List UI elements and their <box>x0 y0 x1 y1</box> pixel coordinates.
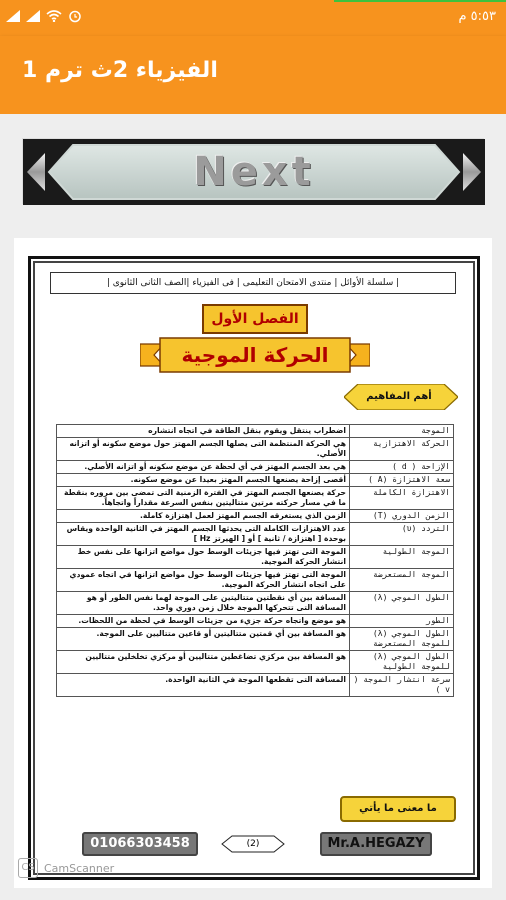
next-banner-button[interactable] <box>22 138 484 204</box>
table-row <box>57 487 454 510</box>
table-row <box>57 461 454 474</box>
chapter-heading: الفصل الأول <box>202 304 308 334</box>
definition-cell: اضطراب ينتقل ويقوم بنقل الطاقة في اتجاه انتشاره <box>57 425 350 438</box>
signal-icon <box>6 10 20 26</box>
table-row <box>57 592 454 615</box>
camscanner-watermark <box>18 858 114 878</box>
table-row <box>57 615 454 628</box>
table-row <box>57 425 454 438</box>
app-bar <box>0 36 506 114</box>
definition-cell: حركة يصنعها الجسم المهتز في الفترة الزمنية التى تمضى بين مروره بنقطة ما في مسار حركته مرتين متتاليتين بنفس السرعة مقداراً واتجاهاً. <box>57 487 350 510</box>
status-icons <box>6 9 82 27</box>
term-cell: سعة الاهتزازة (A ) <box>350 474 454 487</box>
clock-time: ٥:٥٣ م <box>458 9 496 24</box>
app-title: الفيزياء 2ث ترم 1 <box>22 58 218 83</box>
term-cell: الموجة <box>350 425 454 438</box>
table-row <box>57 628 454 651</box>
term-cell: الموجة الطولية <box>350 546 454 569</box>
lesson-title: الحركة الموجية <box>181 343 329 367</box>
term-cell: الحركة الاهتزازية <box>350 438 454 461</box>
definition-cell: الموجة التى تهتز فيها جزيئات الوسط حول مواضع اتزانها على نفس خط انتشار الحركة الموجية. <box>57 546 350 569</box>
definition-cell: هو المسافة بين أي قمتين متتاليتين أو قاعين متتاليين على الموجة. <box>57 628 350 651</box>
term-cell: الإزاحة ( d ) <box>350 461 454 474</box>
signal-icon <box>26 10 40 26</box>
term-cell: الزمن الدوري (T) <box>350 510 454 523</box>
term-cell: الطول الموجي (λ) <box>350 592 454 615</box>
what-is-meant-label: ما معنى ما يأتي <box>340 796 456 822</box>
loading-progress-bar <box>334 0 506 2</box>
page-number <box>218 834 288 854</box>
camscanner-text: CamScanner <box>44 861 115 875</box>
table-row <box>57 523 454 546</box>
table-row <box>57 546 454 569</box>
term-cell: الطول الموجي (λ) للموجة الطولية <box>350 651 454 674</box>
definition-cell: هو موضع واتجاه حركة جزيء من جزيئات الوسط في لحظة من اللحظات. <box>57 615 350 628</box>
concepts-label: أهم المفاهيم <box>366 391 432 402</box>
wifi-icon <box>46 10 62 26</box>
definition-cell: أقصى إزاحة يصنعها الجسم المهتز بعيدا عن موضع سكونه. <box>57 474 350 487</box>
definition-cell: هو المسافة بين مركزي تضاغطين متتاليين أو مركزي تخلخلين متتاليين <box>57 651 350 674</box>
author-name-box: Mr.A.HEGAZY <box>320 832 432 856</box>
status-bar <box>0 0 506 36</box>
term-cell: الطول الموجي (λ) للموجة المستعرضة <box>350 628 454 651</box>
camscanner-logo-icon: CS <box>18 858 38 878</box>
table-row <box>57 510 454 523</box>
next-label: Next <box>193 149 315 195</box>
term-cell: سرعة انتشار الموجة ( v ) <box>350 674 454 697</box>
term-cell: الطور <box>350 615 454 628</box>
series-header-strip: | سلسلة الأوائل | منتدى الامتحان التعليمى | فى الفيزياء |الصف الثانى الثانوى | <box>50 272 456 294</box>
definition-cell: عدد الاهتزازات الكاملة التى يحدثها الجسم المهتز في الثانية الواحدة ويقاس بوحدة [ اهتزازة / ثانية ] أو [ الهيرتز Hz ] <box>57 523 350 546</box>
definition-cell: هي الحركة المنتظمة التى يصلها الجسم المهتز حول موضع سكونه أو اتزانه الأصلي. <box>57 438 350 461</box>
term-cell: الاهتزازة الكاملة <box>350 487 454 510</box>
scanned-document-page <box>14 238 492 888</box>
table-row <box>57 438 454 461</box>
term-cell: التردد (υ) <box>350 523 454 546</box>
definition-cell: المسافة بين أي نقطتين متتاليتين على الموجة لهما نفس الطور أو هو المسافة التى تتحركها الموجة خلال زمن دوري واحد. <box>57 592 350 615</box>
table-row <box>57 651 454 674</box>
definition-cell: المسافة التى تقطعها الموجة في الثانية الواحدة. <box>57 674 350 697</box>
alarm-icon <box>68 9 82 27</box>
definition-cell: الموجة التى تهتز فيها جزيئات الوسط حول مواضع اتزانها في اتجاه عمودي على اتجاه انتشار الحركة الموجية. <box>57 569 350 592</box>
phone-number-box: 01066303458 <box>82 832 198 856</box>
concepts-table <box>56 424 454 697</box>
table-row <box>57 474 454 487</box>
definition-cell: هي بعد الجسم المهتز في أي لحظة عن موضع سكونه أو اتزانه الأصلي. <box>57 461 350 474</box>
page-number-text: (2) <box>246 839 260 849</box>
definition-cell: الزمن الذي يستغرقه الجسم المهتز لعمل اهتزازة كاملة. <box>57 510 350 523</box>
table-row <box>57 569 454 592</box>
table-row <box>57 674 454 697</box>
term-cell: الموجة المستعرضة <box>350 569 454 592</box>
